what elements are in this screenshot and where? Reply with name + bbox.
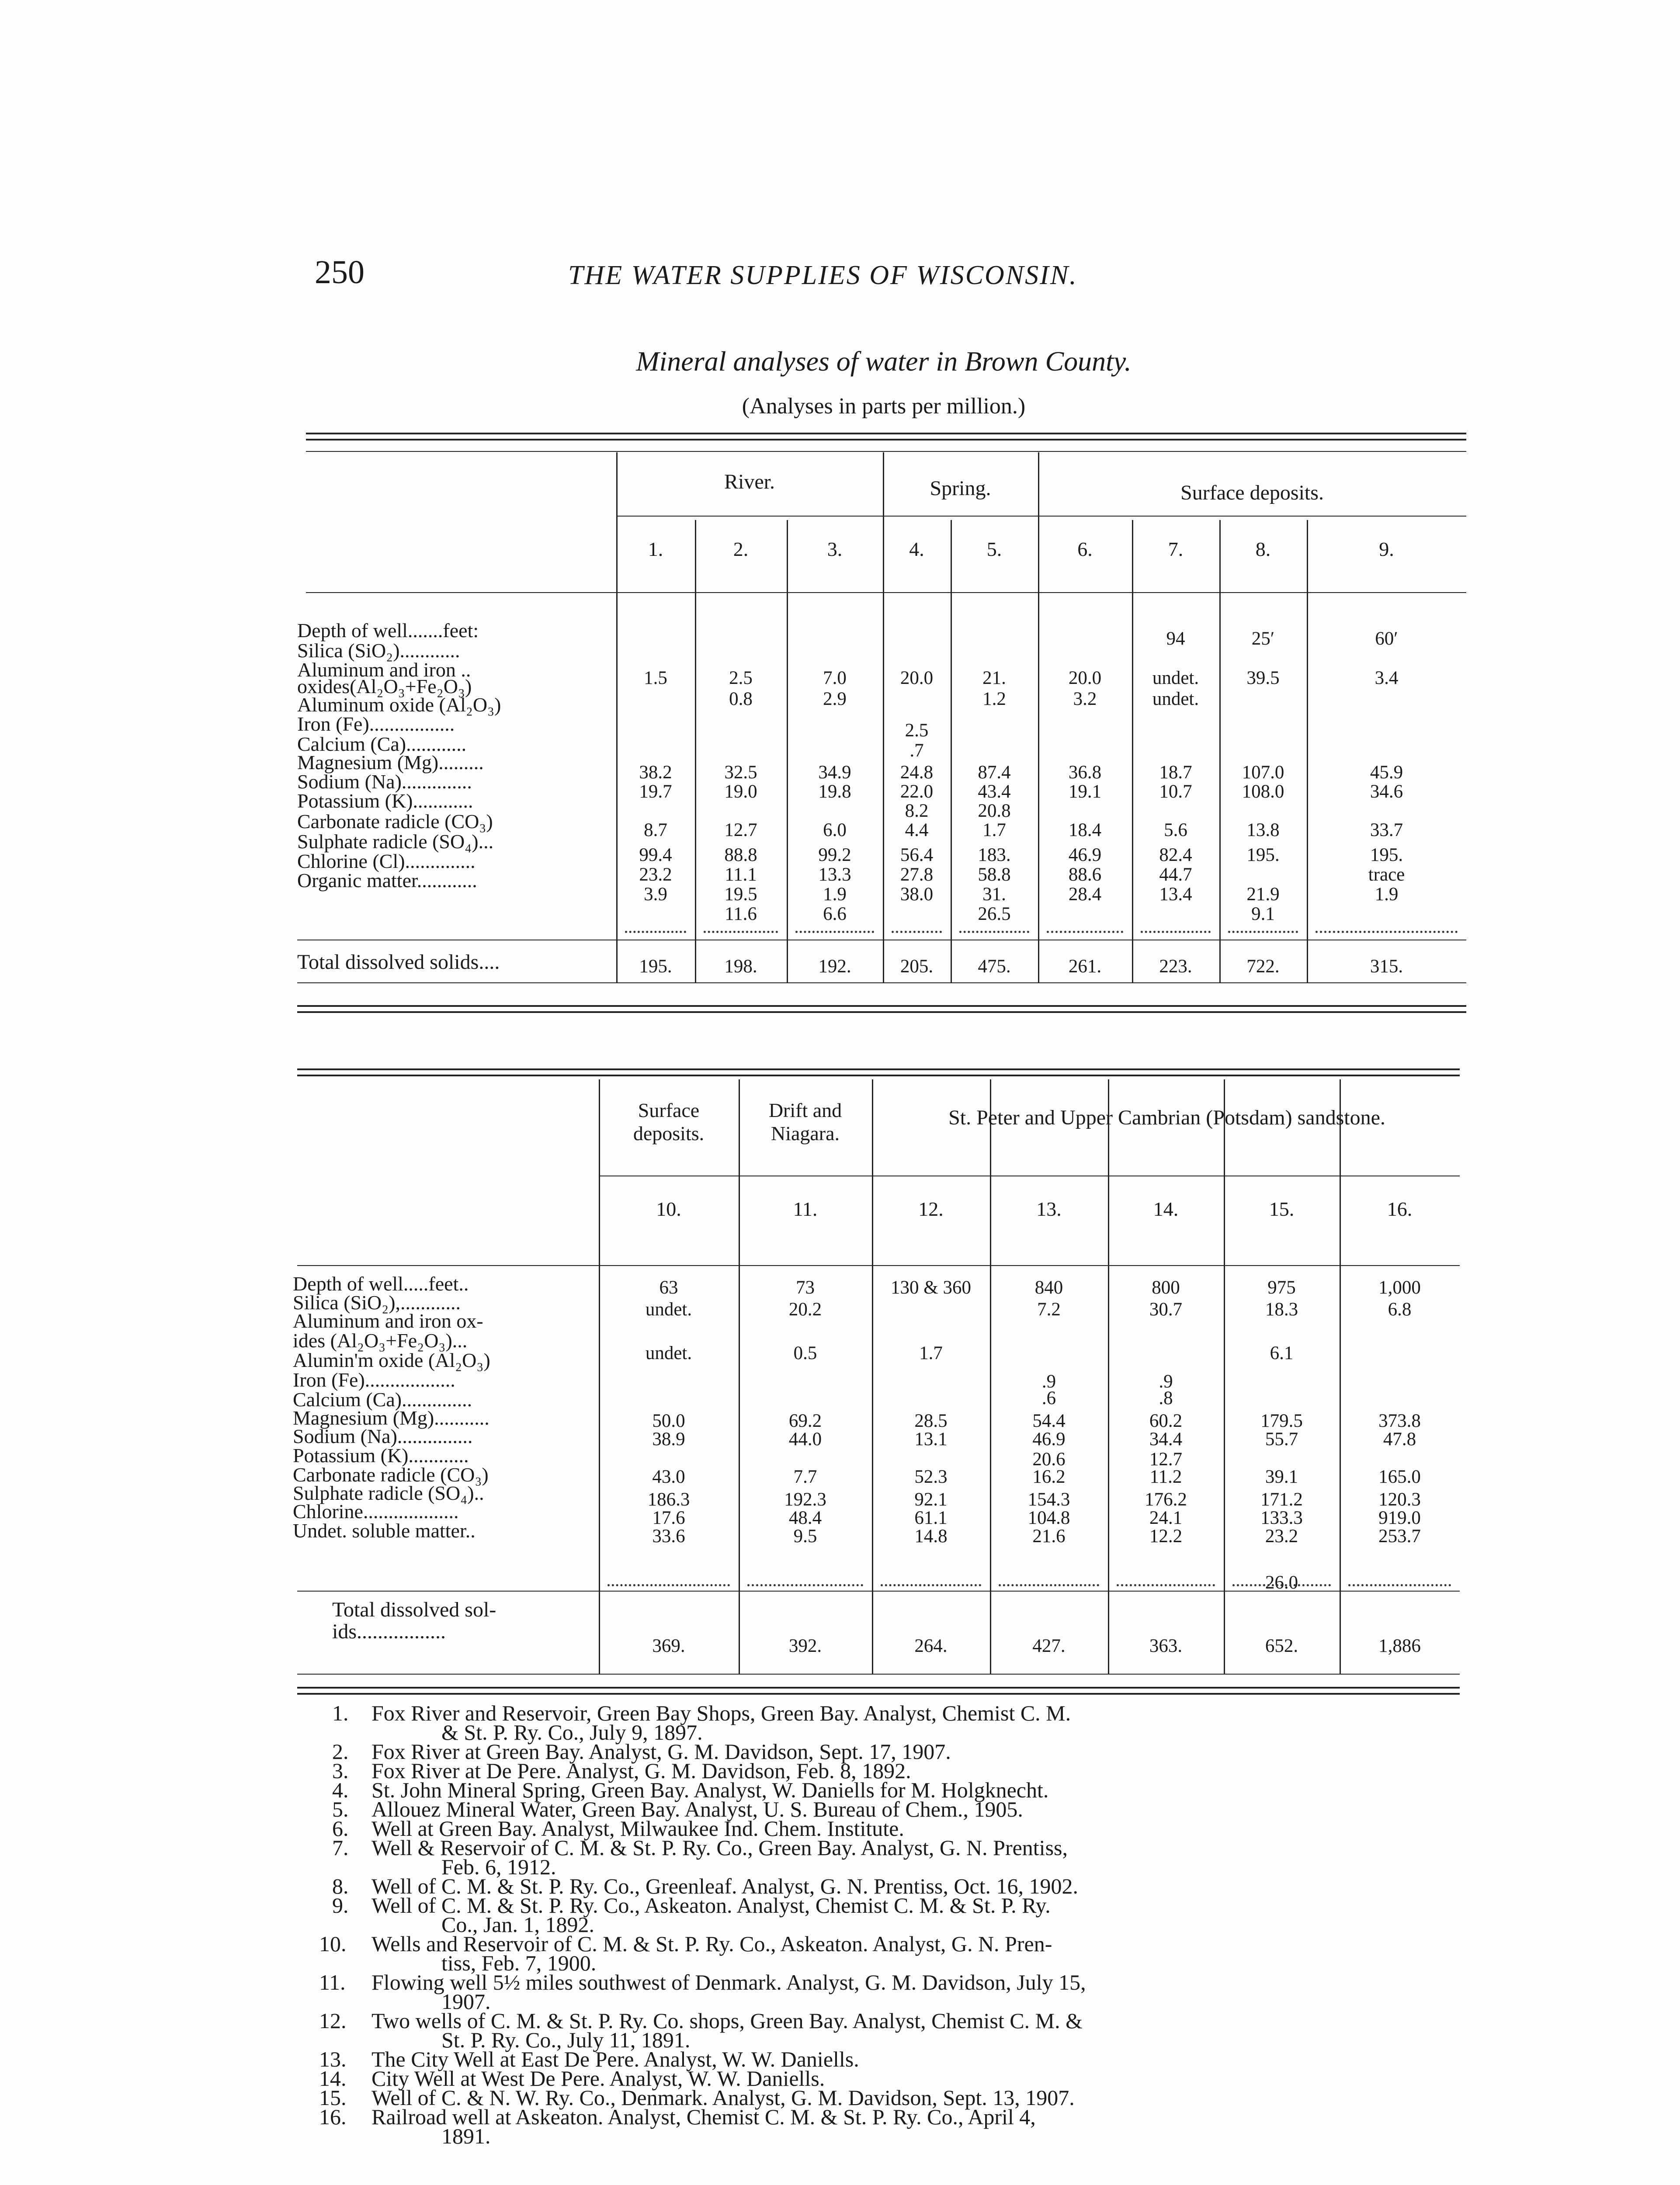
group-header-surface: Surface deposits. (1180, 481, 1324, 504)
cell-value: 60′ (1375, 628, 1398, 649)
cell-value: 36.8 (1068, 762, 1102, 783)
table-title: Mineral analyses of water in Brown County. (636, 346, 1132, 377)
dotted-line (881, 1584, 981, 1586)
page-number: 250 (315, 254, 364, 291)
row-label: Aluminum and iron ox- (293, 1310, 483, 1332)
cell-value: 19.8 (818, 781, 851, 802)
cell-value: 6.1 (1270, 1343, 1294, 1363)
cell-value: 38.2 (639, 762, 672, 783)
cell-value: 6.6 (823, 904, 847, 924)
cell-value: 195. (639, 956, 672, 977)
note-text: Well of C. M. & St. P. Ry. Co., Greenleaf. Analyst, G. N. Prentiss, Oct. 16, 1902. (371, 1874, 1079, 1898)
cell-value: 1.7 (919, 1343, 943, 1363)
note-number: 7. (332, 1835, 349, 1860)
cell-value: 154.3 (1027, 1489, 1070, 1510)
row-label: Chlorine................... (293, 1500, 459, 1523)
note-text: Two wells of C. M. & St. P. Ry. Co. shops, Green Bay. Analyst, Chemist C. M. & (371, 2008, 1083, 2033)
dotted-line (607, 1584, 730, 1586)
cell-value: 192.3 (784, 1489, 826, 1510)
note-text: Well of C. & N. W. Ry. Co., Denmark. Analyst, G. M. Davidson, Sept. 13, 1907. (371, 2085, 1075, 2110)
row-label: Carbonate radicle (CO₃) (297, 810, 493, 832)
cell-value: 195. (1370, 845, 1403, 865)
cell-value: .9 (1159, 1371, 1173, 1392)
dotted-line (1316, 931, 1458, 933)
table-rule (297, 1075, 1460, 1076)
cell-value: 9.1 (1251, 904, 1275, 924)
table-rule (306, 592, 1466, 593)
column-number: 13. (1036, 1198, 1062, 1220)
cell-value: 195. (1246, 845, 1280, 865)
column-number: 8. (1255, 538, 1271, 560)
cell-value: undet. (645, 1343, 692, 1363)
cell-value: 43.4 (978, 781, 1011, 802)
cell-value: 253.7 (1378, 1526, 1421, 1547)
cell-value: 34.6 (1370, 781, 1403, 802)
cell-value: 369. (652, 1636, 685, 1656)
cell-value: 0.8 (729, 689, 753, 709)
table-rule (306, 439, 1466, 440)
row-label: Calcium (Ca).............. (293, 1388, 472, 1411)
total-label: ids................. (332, 1620, 446, 1643)
cell-value: 19.1 (1068, 781, 1102, 802)
cell-value: 13.4 (1159, 884, 1192, 905)
cell-value: 1.5 (644, 668, 667, 688)
cell-value: 2.9 (823, 689, 847, 709)
cell-value: 48.4 (788, 1508, 822, 1528)
cell-value: 92.1 (914, 1489, 948, 1510)
table-rule (306, 451, 1466, 452)
note-text: St. John Mineral Spring, Green Bay. Analyst, W. Daniells for M. Holgknecht. (371, 1778, 1049, 1802)
cell-value: 165.0 (1378, 1467, 1421, 1487)
cell-value: 198. (724, 956, 757, 977)
cell-value: 33.7 (1370, 820, 1403, 840)
group-header-surface-deposits: Surface deposits. (633, 1099, 705, 1145)
group-rule (616, 516, 1466, 517)
cell-value: 12.7 (1149, 1449, 1183, 1470)
cell-value: undet. (1152, 668, 1199, 688)
row-label: Magnesium (Mg)......... (297, 751, 484, 773)
row-label: Magnesium (Mg)........... (293, 1407, 489, 1429)
note-number: 1. (332, 1701, 349, 1725)
dotted-line (1047, 931, 1123, 933)
cell-value: 21.6 (1032, 1526, 1066, 1547)
note-number: 2. (332, 1739, 349, 1764)
cell-value: 8.2 (905, 801, 929, 821)
cell-value: 800 (1152, 1277, 1180, 1298)
cell-value: 13.8 (1246, 820, 1280, 840)
cell-value: 6.0 (823, 820, 847, 840)
cell-value: 133.3 (1260, 1508, 1303, 1528)
dotted-line (1228, 931, 1298, 933)
row-label: Alumin'm oxide (Al₂O₃) (293, 1349, 490, 1371)
column-number: 12. (918, 1198, 944, 1220)
cell-value: 25′ (1251, 628, 1275, 649)
column-number: 5. (986, 538, 1002, 560)
cell-value: 44.7 (1159, 864, 1192, 885)
cell-value: 192. (818, 956, 851, 977)
row-label: Potassium (K)............ (293, 1444, 469, 1467)
note-text: Fox River at De Pere. Analyst, G. M. Davidson, Feb. 8, 1892. (371, 1758, 911, 1783)
cell-value: 38.0 (900, 884, 934, 905)
cell-value: 107.0 (1242, 762, 1284, 783)
row-label: Sodium (Na).............. (297, 770, 472, 793)
cell-value: 23.2 (1265, 1526, 1298, 1547)
note-number: 11. (319, 1970, 346, 1994)
cell-value: 54.4 (1032, 1411, 1066, 1431)
cell-value: 33.6 (652, 1526, 685, 1547)
row-label: oxides(Al₂O₃+Fe₂O₃) (297, 675, 472, 697)
cell-value: 8.7 (644, 820, 667, 840)
column-number: 7. (1168, 538, 1184, 560)
table-rule (297, 1005, 1466, 1007)
note-text: Co., Jan. 1, 1892. (441, 1912, 594, 1937)
note-text: & St. P. Ry. Co., July 9, 1897. (441, 1720, 703, 1745)
cell-value: 19.0 (724, 781, 757, 802)
cell-value: 60.2 (1149, 1411, 1183, 1431)
row-label: Sodium (Na)............... (293, 1425, 473, 1447)
row-label: Iron (Fe)................. (297, 713, 455, 735)
cell-value: 88.8 (724, 845, 757, 865)
note-text: The City Well at East De Pere. Analyst, W. W. Daniells. (371, 2047, 859, 2071)
cell-value: .7 (909, 740, 924, 761)
cell-value: 1,000 (1378, 1277, 1421, 1298)
cell-value: 186.3 (647, 1489, 690, 1510)
column-number: 16. (1387, 1198, 1413, 1220)
dotted-line (959, 931, 1029, 933)
note-text: Railroad well at Askeaton. Analyst, Chemist C. M. & St. P. Ry. Co., April 4, (371, 2105, 1036, 2129)
note-text: Well of C. M. & St. P. Ry. Co., Askeaton. Analyst, Chemist C. M. & St. P. Ry. (371, 1893, 1051, 1918)
cell-value: trace (1368, 864, 1405, 885)
cell-value: 18.3 (1265, 1299, 1298, 1320)
cell-value: 3.2 (1073, 689, 1097, 709)
cell-value: 24.1 (1149, 1508, 1183, 1528)
note-text: Fox River at Green Bay. Analyst, G. M. Davidson, Sept. 17, 1907. (371, 1739, 951, 1764)
cell-value: 21. (982, 668, 1006, 688)
cell-value: 840 (1034, 1277, 1063, 1298)
row-label: Carbonate radicle (CO₃) (293, 1464, 489, 1486)
note-text: Feb. 6, 1912. (441, 1855, 556, 1879)
cell-value: 21.9 (1246, 884, 1280, 905)
group-header-spring: Spring. (930, 477, 991, 500)
row-label: Depth of well.......feet: (297, 619, 479, 642)
cell-value: 7.0 (823, 668, 847, 688)
cell-value: 4.4 (905, 820, 929, 840)
row-label: Silica (SiO₂)............ (297, 639, 460, 662)
cell-value: .9 (1041, 1371, 1056, 1392)
cell-value: 171.2 (1260, 1489, 1303, 1510)
row-label: Iron (Fe).................. (293, 1369, 455, 1391)
cell-value: 63 (659, 1277, 678, 1298)
column-number: 6. (1077, 538, 1093, 560)
cell-value: 39.1 (1265, 1467, 1298, 1487)
cell-value: 7.7 (793, 1467, 817, 1487)
cell-value: 34.4 (1149, 1429, 1183, 1450)
row-label: Aluminum and iron .. (297, 659, 471, 681)
cell-value: 315. (1370, 956, 1403, 977)
note-number: 12. (319, 2008, 347, 2033)
note-text: Fox River and Reservoir, Green Bay Shops, Green Bay. Analyst, Chemist C. M. (371, 1701, 1071, 1725)
table-rule (297, 982, 1466, 983)
cell-value: 20.0 (1068, 668, 1102, 688)
row-label: Calcium (Ca)............ (297, 733, 467, 755)
cell-value: undet. (1152, 689, 1199, 709)
group-header-st-peter: St. Peter and Upper Cambrian (Potsdam) sandstone. (948, 1106, 1385, 1129)
cell-value: 9.5 (793, 1526, 817, 1547)
cell-value: 3.9 (644, 884, 667, 905)
cell-value: 52.3 (914, 1467, 948, 1487)
cell-value: 0.5 (793, 1343, 817, 1363)
note-number: 8. (332, 1874, 349, 1898)
cell-value: 18.7 (1159, 762, 1192, 783)
cell-value: 23.2 (639, 864, 672, 885)
table-rule (297, 1011, 1466, 1013)
column-number: 3. (827, 538, 843, 560)
cell-value: 73 (796, 1277, 815, 1298)
cell-value: 28.5 (914, 1411, 948, 1431)
cell-value: 104.8 (1027, 1508, 1070, 1528)
cell-value: .6 (1041, 1388, 1056, 1408)
cell-value: 475. (978, 956, 1011, 977)
column-number: 2. (733, 538, 749, 560)
note-number: 6. (332, 1816, 349, 1841)
note-text: St. P. Ry. Co., July 11, 1891. (441, 2028, 691, 2052)
cell-value: 28.4 (1068, 884, 1102, 905)
table-rule (297, 1068, 1460, 1070)
cell-value: 61.1 (914, 1508, 948, 1528)
dotted-line (747, 1584, 863, 1586)
cell-value: 20.2 (788, 1299, 822, 1320)
cell-value: 24.8 (900, 762, 934, 783)
cell-value: 12.2 (1149, 1526, 1183, 1547)
cell-value: 30.7 (1149, 1299, 1183, 1320)
note-text: Wells and Reservoir of C. M. & St. P. Ry. Co., Askeaton. Analyst, G. N. Pren- (371, 1932, 1052, 1956)
cell-value: 5.6 (1164, 820, 1187, 840)
dotted-line (999, 1584, 1099, 1586)
row-label: Potassium (K)............ (297, 790, 473, 812)
dotted-line (1232, 1584, 1331, 1586)
cell-value: 2.5 (905, 720, 929, 741)
column-divider (872, 1079, 873, 1674)
cell-value: 31. (982, 884, 1006, 905)
cell-value: 1.7 (982, 820, 1006, 840)
cell-value: 1.9 (823, 884, 847, 905)
cell-value: 69.2 (788, 1411, 822, 1431)
dotted-line (625, 931, 686, 933)
cell-value: 2.5 (729, 668, 753, 688)
cell-value: 427. (1032, 1636, 1066, 1656)
total-label: Total dissolved solids.... (297, 950, 500, 974)
table-rule (297, 1265, 1460, 1266)
row-label: Chlorine (Cl).............. (297, 850, 476, 872)
cell-value: 44.0 (788, 1429, 822, 1450)
cell-value: 176.2 (1145, 1489, 1187, 1510)
cell-value: 88.6 (1068, 864, 1102, 885)
cell-value: 99.2 (818, 845, 851, 865)
cell-value: 50.0 (652, 1411, 685, 1431)
note-text: Well at Green Bay. Analyst, Milwaukee Ind. Chem. Institute. (371, 1816, 904, 1841)
cell-value: 20.6 (1032, 1449, 1066, 1470)
column-number: 1. (648, 538, 663, 560)
note-number: 15. (319, 2085, 347, 2110)
column-number: 10. (656, 1198, 681, 1220)
running-head: THE WATER SUPPLIES OF WISCONSIN. (568, 260, 1078, 290)
cell-value: 120.3 (1378, 1489, 1421, 1510)
cell-value: 20.8 (978, 801, 1011, 821)
note-number: 14. (319, 2066, 347, 2091)
note-number: 16. (319, 2105, 347, 2129)
column-divider (1307, 520, 1308, 983)
row-label: Silica (SiO₂),............ (293, 1291, 461, 1314)
row-label: Sulphate radicle (SO₄)... (297, 830, 494, 853)
note-number: 10. (319, 1932, 347, 1956)
cell-value: .8 (1159, 1388, 1173, 1408)
note-number: 13. (319, 2047, 347, 2071)
table-rule (297, 1687, 1460, 1689)
dotted-line (892, 931, 942, 933)
cell-value: 99.4 (639, 845, 672, 865)
cell-value: 264. (914, 1636, 948, 1656)
note-text: Allouez Mineral Water, Green Bay. Analyst, U. S. Bureau of Chem., 1905. (371, 1797, 1023, 1821)
column-number: 14. (1153, 1198, 1179, 1220)
cell-value: 223. (1159, 956, 1192, 977)
cell-value: 17.6 (652, 1508, 685, 1528)
cell-value: 1,886 (1378, 1636, 1421, 1656)
cell-value: 1.2 (982, 689, 1006, 709)
cell-value: 19.7 (639, 781, 672, 802)
cell-value: 392. (788, 1636, 822, 1656)
row-label: Undet. soluble matter.. (293, 1519, 476, 1542)
cell-value: 45.9 (1370, 762, 1403, 783)
cell-value: 87.4 (978, 762, 1011, 783)
column-divider (1132, 520, 1133, 983)
note-number: 3. (332, 1758, 349, 1783)
cell-value: 19.5 (724, 884, 757, 905)
cell-value: 26.5 (978, 904, 1011, 924)
row-label: Aluminum oxide (Al₂O₃) (297, 694, 501, 716)
cell-value: 652. (1265, 1636, 1298, 1656)
column-number: 9. (1379, 538, 1394, 560)
dotted-line (704, 931, 778, 933)
table-rule (297, 1674, 1460, 1675)
cell-value: 34.9 (818, 762, 851, 783)
cell-value: 3.4 (1375, 668, 1399, 688)
note-text: Well & Reservoir of C. M. & St. P. Ry. Co., Green Bay. Analyst, G. N. Prentiss, (371, 1835, 1068, 1860)
cell-value: 11.1 (725, 864, 757, 885)
table-rule (306, 433, 1466, 434)
cell-value: 261. (1068, 956, 1102, 977)
cell-value: 27.8 (900, 864, 934, 885)
cell-value: 46.9 (1068, 845, 1102, 865)
cell-value: undet. (645, 1299, 692, 1320)
cell-value: 373.8 (1378, 1411, 1421, 1431)
cell-value: 55.7 (1265, 1429, 1298, 1450)
cell-value: 13.3 (818, 864, 851, 885)
cell-value: 22.0 (900, 781, 934, 802)
note-text: Flowing well 5½ miles southwest of Denmark. Analyst, G. M. Davidson, July 15, (371, 1970, 1086, 1994)
row-label: ides (Al₂O₃+Fe₂O₃)... (293, 1329, 468, 1352)
cell-value: 363. (1149, 1636, 1183, 1656)
cell-value: 39.5 (1246, 668, 1280, 688)
note-number: 9. (332, 1893, 349, 1918)
cell-value: 94 (1166, 628, 1185, 649)
column-divider (599, 1079, 600, 1674)
cell-value: 11.6 (725, 904, 757, 924)
note-number: 4. (332, 1778, 349, 1802)
cell-value: 130 & 360 (891, 1277, 971, 1298)
cell-value: 10.7 (1159, 781, 1192, 802)
dotted-line (795, 931, 874, 933)
note-text: 1891. (441, 2124, 491, 2148)
column-number: 15. (1269, 1198, 1295, 1220)
cell-value: 56.4 (900, 845, 934, 865)
cell-value: 26.0 (1265, 1572, 1298, 1593)
cell-value: 13.1 (914, 1429, 948, 1450)
cell-value: 43.0 (652, 1467, 685, 1487)
cell-value: 183. (978, 845, 1011, 865)
column-number: 11. (793, 1198, 818, 1220)
cell-value: 11.2 (1149, 1467, 1182, 1487)
cell-value: 16.2 (1032, 1467, 1066, 1487)
cell-value: 179.5 (1260, 1411, 1303, 1431)
cell-value: 108.0 (1242, 781, 1284, 802)
row-label: Sulphate radicle (SO₄).. (293, 1482, 484, 1504)
dotted-line (1348, 1584, 1451, 1586)
cell-value: 722. (1246, 956, 1280, 977)
column-number: 4. (909, 538, 924, 560)
cell-value: 12.7 (724, 820, 757, 840)
cell-value: 58.8 (978, 864, 1011, 885)
cell-value: 18.4 (1068, 820, 1102, 840)
dotted-line (1117, 1584, 1215, 1586)
cell-value: 47.8 (1383, 1429, 1416, 1450)
column-divider (1340, 1079, 1341, 1674)
note-number: 5. (332, 1797, 349, 1821)
cell-value: 14.8 (914, 1526, 948, 1547)
cell-value: 32.5 (724, 762, 757, 783)
table-rule (297, 1693, 1460, 1695)
group-header-river: River. (724, 470, 775, 493)
note-text: City Well at West De Pere. Analyst, W. W. Daniells. (371, 2066, 825, 2091)
cell-value: 205. (900, 956, 934, 977)
column-divider (739, 1079, 740, 1674)
cell-value: 975 (1267, 1277, 1296, 1298)
row-label: Depth of well.....feet.. (293, 1273, 469, 1295)
note-text: 1907. (441, 1989, 491, 2014)
cell-value: 38.9 (652, 1429, 685, 1450)
cell-value: 919.0 (1378, 1508, 1421, 1528)
cell-value: 7.2 (1037, 1299, 1061, 1320)
cell-value: 20.0 (900, 668, 934, 688)
note-text: tiss, Feb. 7, 1900. (441, 1951, 597, 1975)
dotted-line (1141, 931, 1211, 933)
table-subtitle: (Analyses in parts per million.) (742, 394, 1026, 419)
cell-value: 46.9 (1032, 1429, 1066, 1450)
cell-value: 1.9 (1375, 884, 1399, 905)
cell-value: 6.8 (1388, 1299, 1412, 1320)
total-label: Total dissolved sol- (332, 1598, 496, 1621)
group-header-drift-niagara: Drift and Niagara. (768, 1099, 842, 1145)
row-label: Organic matter............ (297, 869, 477, 891)
cell-value: 82.4 (1159, 845, 1192, 865)
